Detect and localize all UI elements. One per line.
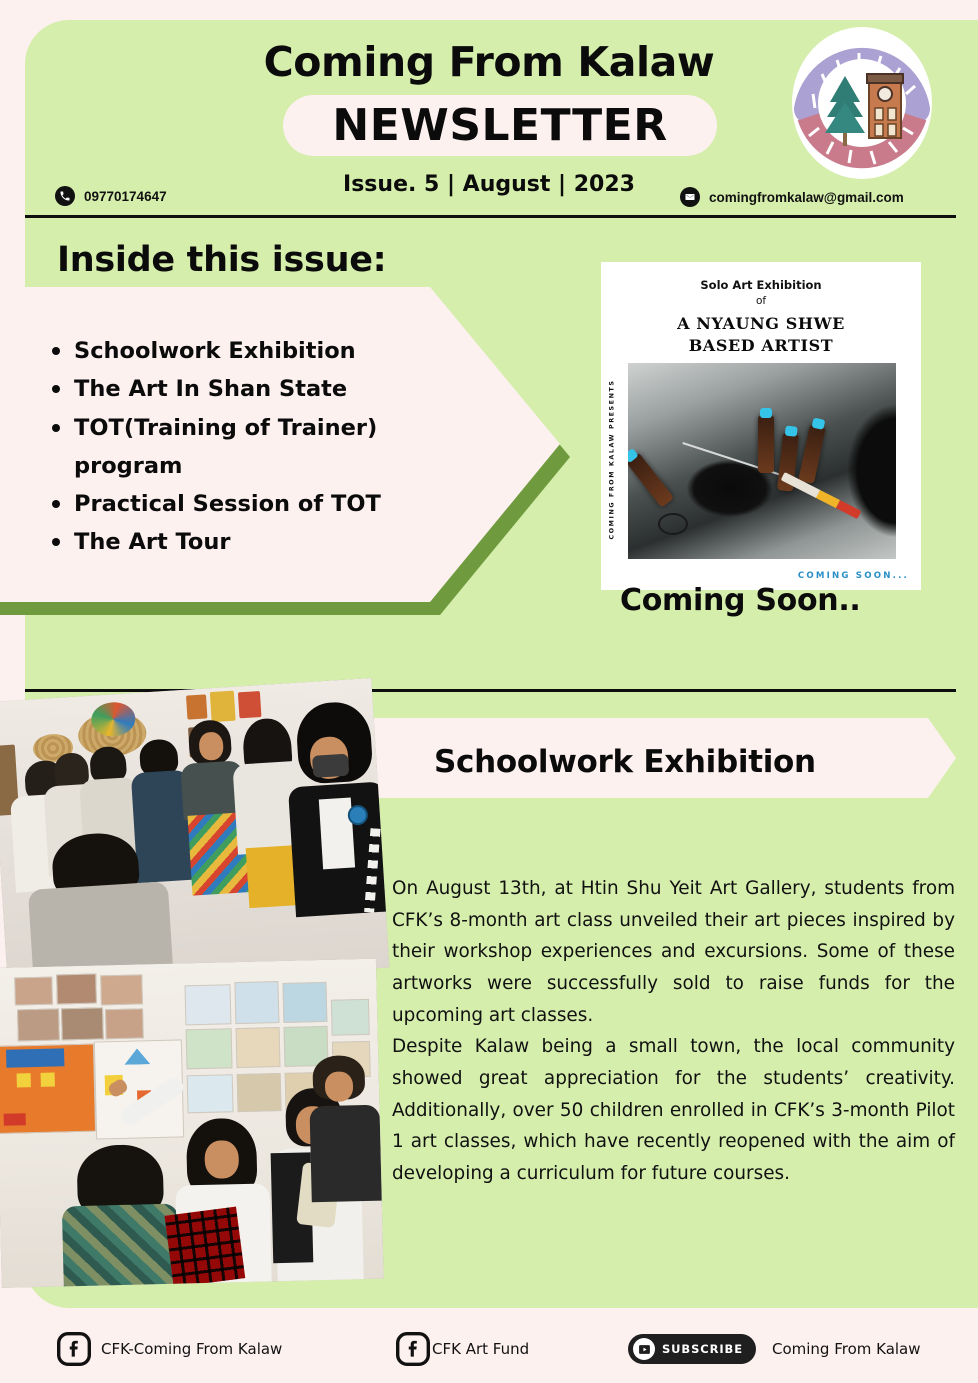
artwork — [186, 1028, 233, 1069]
subscribe-label: SUBSCRIBE — [662, 1342, 743, 1356]
poster-line-3: A NYAUNG SHWE — [677, 314, 845, 333]
phone-icon — [55, 186, 75, 206]
header-divider — [25, 215, 956, 218]
child-face — [204, 1140, 239, 1179]
child-body — [62, 1204, 180, 1288]
exhibition-visitors-photo — [0, 678, 389, 991]
list-item-label: Schoolwork Exhibition — [74, 338, 356, 364]
drawing-window — [41, 1073, 55, 1087]
wall-photo — [61, 1007, 104, 1040]
facebook-icon — [396, 1332, 430, 1366]
drawing-car — [4, 1113, 26, 1126]
artwork — [236, 1027, 281, 1068]
facebook-page-2[interactable] — [396, 1332, 529, 1366]
poster-bottle — [628, 452, 674, 508]
wall-photo — [100, 974, 143, 1005]
poster-side-label: COMING FROM KALAW PRESENTS — [608, 379, 616, 539]
facebook-label-1: CFK-Coming From Kalaw — [101, 1340, 283, 1358]
footer — [0, 1318, 978, 1383]
article-title: Schoolwork Exhibition — [434, 744, 816, 780]
email-address: comingfromkalaw@gmail.com — [709, 189, 904, 205]
adult-face — [325, 1071, 354, 1102]
poster-paintbrush — [781, 472, 862, 519]
artwork — [187, 1074, 234, 1113]
inside-issue-list — [44, 332, 474, 562]
poster-bottle — [798, 424, 826, 484]
children-viewing-artwork-photo — [0, 959, 384, 1288]
facebook-label-2: CFK Art Fund — [432, 1340, 530, 1358]
poster-line-1: Solo Art Exhibition — [700, 278, 822, 292]
page-title: Coming From Kalaw — [263, 38, 715, 86]
list-item[interactable] — [74, 332, 474, 370]
drawing-roof — [6, 1048, 64, 1067]
list-item[interactable] — [74, 370, 474, 408]
email-contact[interactable] — [680, 187, 904, 207]
list-item-label: TOT(Training of Trainer) program — [74, 414, 378, 479]
poster-line-4: BASED ARTIST — [688, 336, 834, 355]
list-item[interactable] — [74, 485, 474, 523]
wall-photo — [17, 1008, 60, 1041]
facebook-icon — [57, 1332, 91, 1366]
list-item-label: The Art Tour — [74, 529, 231, 556]
organization-logo-icon — [789, 24, 935, 182]
artwork — [184, 984, 231, 1025]
poster-side-text — [605, 374, 619, 544]
wall-photo — [56, 974, 97, 1005]
poster-line-2: of — [755, 295, 767, 307]
photo-scene — [0, 959, 384, 1288]
envelope-icon — [680, 187, 700, 207]
facebook-page-1[interactable] — [57, 1332, 282, 1366]
artwork — [237, 1073, 282, 1112]
youtube-play-icon — [633, 1338, 655, 1360]
article-paragraph-1: On August 13th, at Htin Shu Yeit Art Gallery, students from CFK’s 8-month art class unveiled their art pieces inspired by their workshop experiences and excursions. Some of these artworks were successfully sold to raise funds for the upcoming art classes. — [392, 878, 955, 1026]
list-item[interactable] — [74, 409, 474, 486]
poster-ring-detail — [658, 513, 688, 535]
article-paragraph-2: Despite Kalaw being a small town, the local community showed great appreciation for the students’ creativity. Additionally, over 50 children enrolled in CFK’s 3-month Pilot 1 art classes, which have recently reopened with the aim of developing a curriculum for future courses. — [392, 1036, 955, 1184]
wall-photo — [105, 1008, 144, 1039]
list-item-label: The Art In Shan State — [74, 376, 348, 403]
adult-body — [309, 1105, 381, 1203]
newsletter-label: NEWSLETTER — [332, 100, 668, 151]
poster-photo — [628, 363, 896, 559]
wall-art — [238, 691, 262, 718]
youtube-channel[interactable] — [628, 1334, 921, 1364]
issue-line: Issue. 5 | August | 2023 — [343, 172, 635, 197]
list-item-label: Practical Session of TOT — [74, 491, 381, 517]
artwork — [282, 982, 327, 1023]
artwork — [331, 999, 370, 1036]
drawing-window — [17, 1073, 31, 1087]
wall-art — [186, 694, 207, 719]
poster-coming-soon-tag: COMING SOON... — [797, 571, 909, 581]
tartan-bag — [165, 1207, 246, 1288]
subscribe-button[interactable] — [628, 1334, 756, 1364]
face-mask — [312, 754, 349, 778]
artwork — [234, 981, 279, 1024]
poster-bottle — [758, 415, 774, 473]
wall-photo — [14, 977, 53, 1006]
exhibition-poster — [601, 262, 921, 590]
poster-caption: Coming Soon.. — [620, 583, 861, 618]
list-item[interactable] — [74, 523, 474, 561]
youtube-channel-label: Coming From Kalaw — [771, 1340, 921, 1358]
inside-this-issue-heading: Inside this issue: — [57, 240, 387, 280]
newsletter-badge — [283, 95, 717, 156]
wall-art — [210, 691, 236, 722]
article-body — [392, 873, 955, 1190]
phone-contact[interactable] — [55, 186, 167, 206]
phone-number: 09770174647 — [84, 188, 167, 204]
photo-scene — [0, 678, 389, 991]
